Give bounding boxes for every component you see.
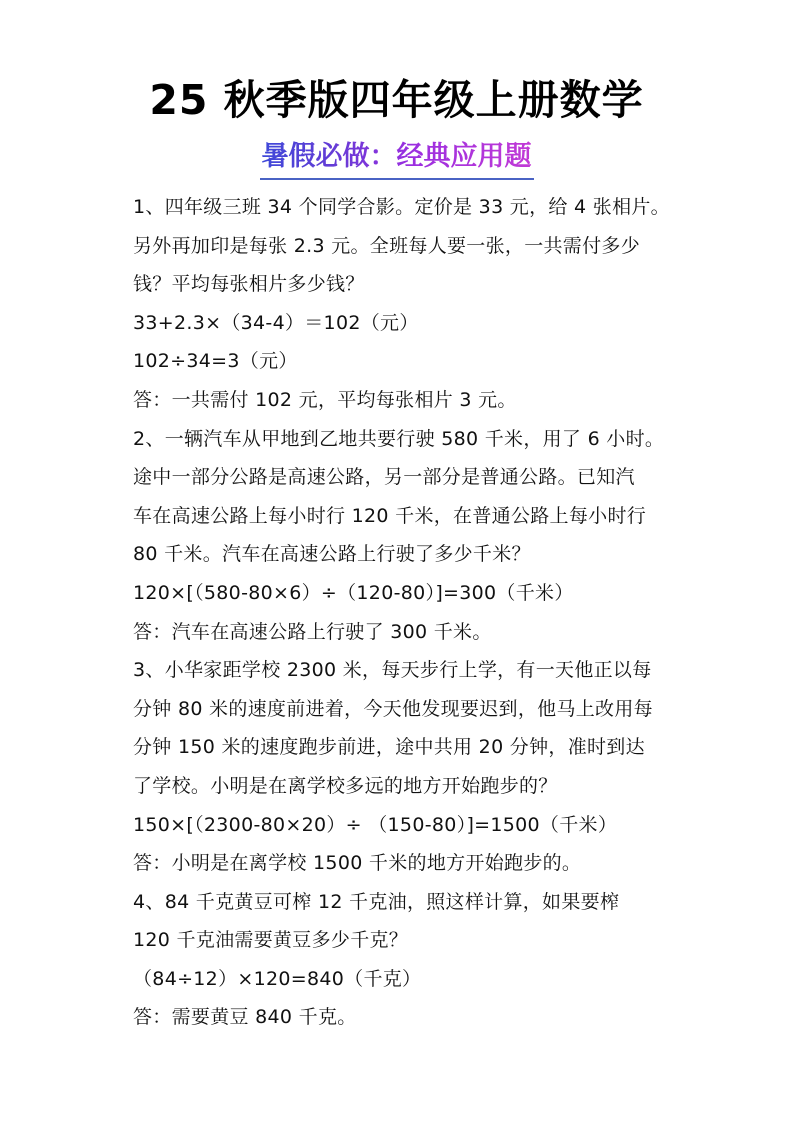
page-title: 25 秋季版四年级上册数学 <box>149 76 644 124</box>
problem-3-answer: 答：小明是在离学校 1500 千米的地方开始跑步的。 <box>133 852 582 875</box>
problem-list <box>133 188 693 1037</box>
problem-2-line-3: 车在高速公路上每小时行 120 千米，在普通公路上每小时行 <box>133 504 647 527</box>
problem-1-equation-2: 102÷34=3（元） <box>133 350 298 373</box>
problem-4-line-2: 120 千克油需要黄豆多少千克？ <box>133 929 409 952</box>
problem-1-line-1: 1、四年级三班 34 个同学合影。定价是 33 元，给 4 张相片。 <box>133 196 670 218</box>
problem-4-equation: （84÷12）×120=840（千克） <box>133 967 422 990</box>
subtitle-wrapper <box>0 138 793 180</box>
problem-4-line-1: 4、84 千克黄豆可榨 12 千克油，照这样计算，如果要榨 <box>133 890 620 913</box>
problem-1-answer: 答：一共需付 102 元，平均每张相片 3 元。 <box>133 388 517 411</box>
problem-2-equation: 120×[（580-80×6）÷（120-80）]=300（千米） <box>133 581 574 604</box>
problem-4-answer: 答：需要黄豆 840 千克。 <box>133 1006 357 1029</box>
problem-3-line-4: 了学校。小明是在离学校多远的地方开始跑步的？ <box>133 774 558 797</box>
problem-3-line-2: 分钟 80 米的速度前进着，今天他发现要迟到，他马上改用每 <box>133 697 653 720</box>
problem-1-line-2: 另外再加印是每张 2.3 元。全班每人要一张，一共需付多少 <box>133 234 640 257</box>
problem-2-line-4: 80 千米。汽车在高速公路上行驶了多少千米？ <box>133 543 531 566</box>
problem-2-line-1: 2、一辆汽车从甲地到乙地共要行驶 580 千米，用了 6 小时。 <box>133 427 665 450</box>
problem-2-answer: 答：汽车在高速公路上行驶了 300 千米。 <box>133 620 492 643</box>
problem-3-equation: 150×[（2300-80×20）÷ （150-80）]=1500（千米） <box>133 813 618 836</box>
problem-3-line-3: 分钟 150 米的速度跑步前进，途中共用 20 分钟，准时到达 <box>133 736 645 759</box>
problem-1-line-3: 钱？平均每张相片多少钱？ <box>133 273 365 296</box>
problem-1-equation-1: 33+2.3×（34-4）＝102（元） <box>133 311 419 334</box>
problem-2-line-2: 途中一部分公路是高速公路，另一部分是普通公路。已知汽 <box>133 466 635 489</box>
problem-3-line-1: 3、小华家距学校 2300 米，每天步行上学，有一天他正以每 <box>133 659 652 682</box>
page-subtitle: 暑假必做：经典应用题 <box>260 138 534 180</box>
